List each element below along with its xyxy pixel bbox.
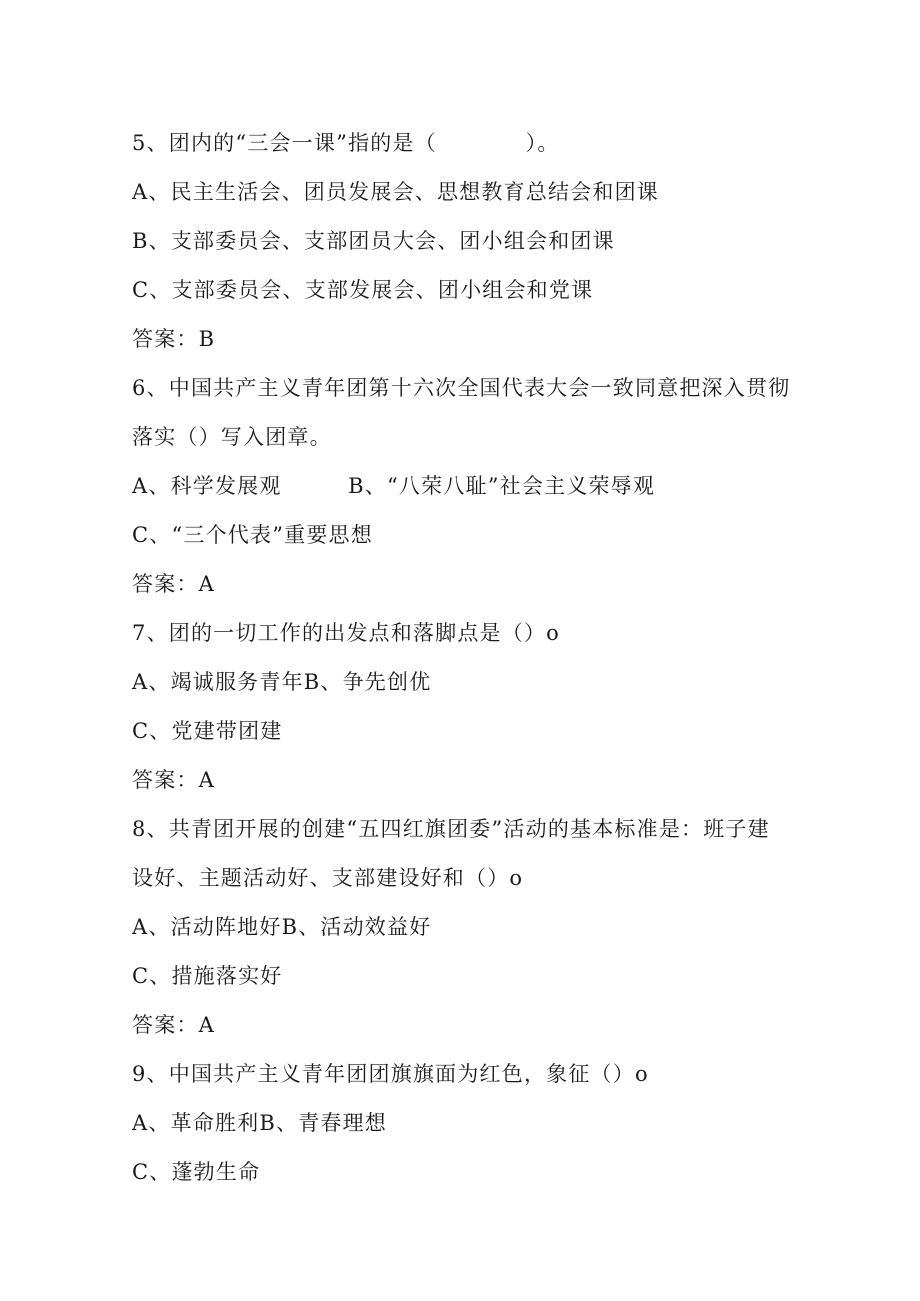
question-9-option-c: C、蓬勃生命 [132, 1160, 261, 1184]
question-8-answer: 答案：A [132, 1013, 215, 1037]
question-5-option-a: A、民主生活会、团员发展会、思想教育总结会和团课 [132, 180, 659, 204]
question-8-option-c: C、措施落实好 [132, 964, 283, 988]
question-8-stem-line-1: 8、共青团开展的创建“五四红旗团委”活动的基本标准是：班子建 [132, 817, 770, 841]
question-5-stem: 5、团内的“三会一课”指的是（ ）。 [132, 131, 560, 155]
question-6-options-a-b: A、科学发展观 B、“八荣八耻”社会主义荣辱观 [132, 474, 656, 498]
question-6-stem-line-2: 落实（）写入团章。 [132, 425, 332, 449]
question-9-stem: 9、中国共产主义青年团团旗旗面为红色，象征（）o [132, 1062, 649, 1086]
question-7-answer: 答案：A [132, 768, 215, 792]
question-6-stem-line-1: 6、中国共产主义青年团第十六次全国代表大会一致同意把深入贯彻 [132, 376, 791, 400]
question-6-answer: 答案：A [132, 572, 215, 596]
question-7-stem: 7、团的一切工作的出发点和落脚点是（）o [132, 621, 561, 645]
question-5-option-c: C、支部委员会、支部发展会、团小组会和党课 [132, 278, 594, 302]
question-6-option-c: C、“三个代表”重要思想 [132, 523, 373, 547]
question-8-options-a-b: A、活动阵地好B、活动效益好 [132, 915, 432, 939]
question-8-stem-line-2: 设好、主题活动好、支部建设好和（）o [132, 866, 524, 890]
question-9-options-a-b: A、革命胜利B、青春理想 [132, 1111, 387, 1135]
question-7-options-a-b: A、竭诚服务青年B、争先创优 [132, 670, 432, 694]
document-body [132, 119, 791, 1197]
question-5-answer: 答案：B [132, 327, 216, 351]
question-5-option-b: B、支部委员会、支部团员大会、团小组会和团课 [132, 229, 615, 253]
question-7-option-c: C、党建带团建 [132, 719, 283, 743]
